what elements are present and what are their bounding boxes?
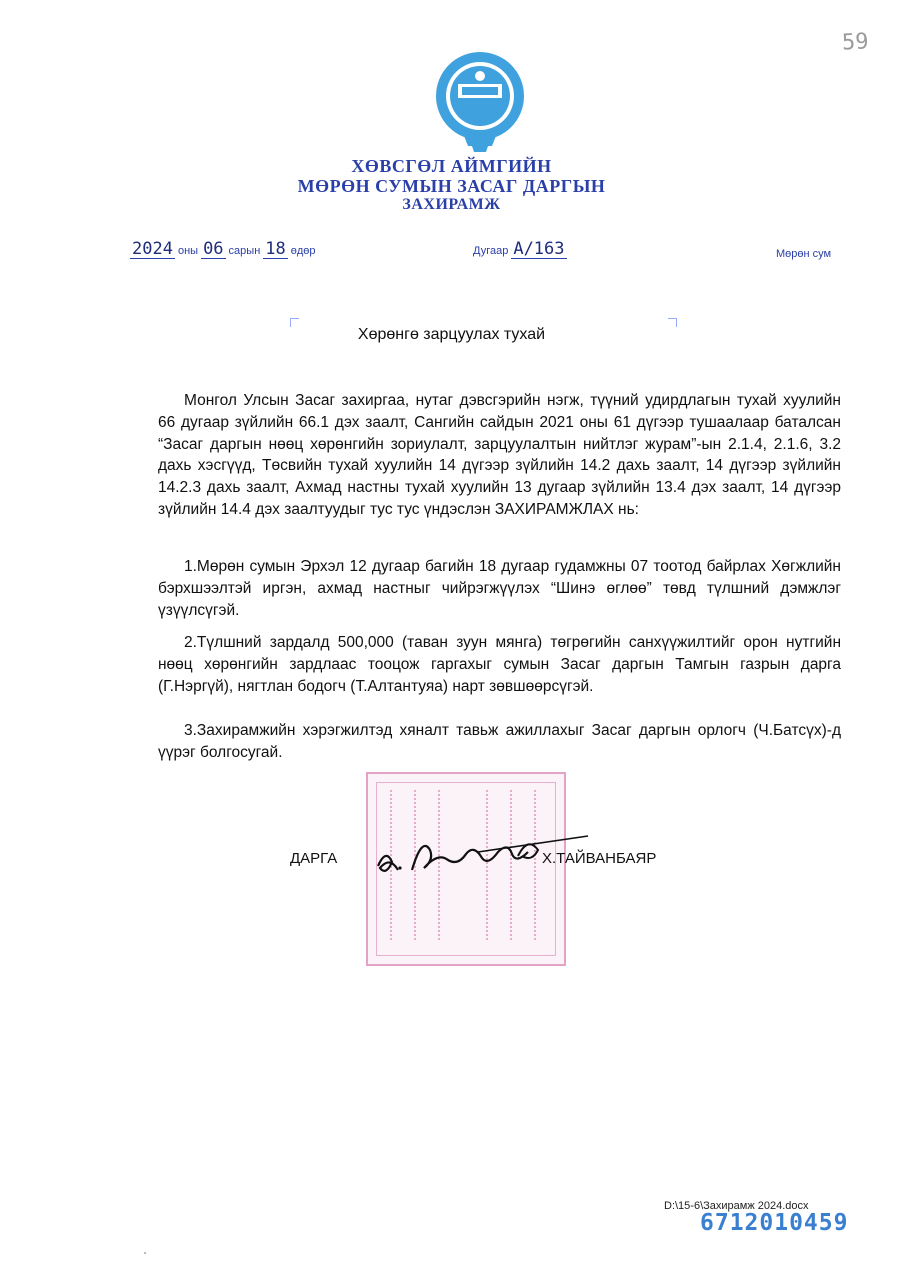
decree-number-line [470,240,567,259]
date-day: 18 [265,239,286,259]
place-of-issue: Мөрөн сум [776,248,832,260]
signatory-name: Х.ТАЙВАНБАЯР [542,850,657,867]
file-path-reference: D:\15-6\Захирамж 2024.docx [664,1200,809,1212]
number-label: Дугаар [473,245,509,257]
month-label: сарын [228,245,261,257]
header-decree: ЗАХИРАМЖ [402,196,501,213]
header-aimag: ХӨВСГӨЛ АЙМГИЙН [351,156,552,176]
decree-subject: Хөрөнгө зарцуулах тухай [357,326,546,343]
clause-3: 3.Захирамжийн хэрэгжилтэд хяналт тавьж ажиллахыг Засаг даргын орлогч (Ч.Батсүх)-д үүрэг болгосугай. [158,722,841,761]
preamble-paragraph: Монгол Улсын Засаг захиргаа, нутаг дэвсгэрийн нэгж, түүний удирдлагын тухай хуулийн 66 дугаар зүйлийн 66.1 дэх заалт, Сангийн сайдын 2021 оны 61 дүгээр тушаалаар баталсан “Засаг даргын нөөц хөрөнгийн зориулалт, зарцуулалтын нийтлэг журам”-ын 2.1.4, 2.1.6, 3.2 дахь хэсгүүд, Төсвийн тухай хуулийн 14 дүгээр зүйлийн 14.2 дахь заалт, 14 дүгээр зүйлийн 14.2.3 дахь заалт, Ахмад настны тухай хуулийн 13 дугаар зүйлийн 13.4 дэх заалт, 14 дүгээр зүйлийн 14.4 дэх заалтуудыг тус тус үндэслэн ЗАХИРАМЖЛАХ нь: [158,392,841,518]
scan-artifact-dot [144,1252,146,1254]
clause-1: 1.Мөрөн сумын Эрхэл 12 дугаар багийн 18 дугаар гудамжны 07 тоотод байрлах Хөгжлийн бэрхшээлтэй иргэн, ахмад настныг чийрэгжүүлэх “Шинэ өглөө” төвд түлшний дэмжлэг үзүүлсүгэй. [158,558,841,619]
date-line [130,240,319,259]
mongolia-state-emblem-icon [432,44,528,154]
header-soum-governor: МӨРӨН СУМЫН ЗАСАГ ДАРГЫН [297,176,606,196]
date-month: 06 [203,239,224,259]
year-label: оны [177,245,199,257]
page-number: 59 [841,29,870,56]
clause-2: 2.Түлшний зардалд 500,000 (таван зуун мянга) төгрөгийн санхүүжилтийг орон нутгийн нөөц хөрөнгийн зардлаас тооцож гаргахыг сумын Засаг даргын Тамгын газрын дарга (Г.Нэргүй), нягтлан бодогч (Т.Алтантуяа) нарт зөвшөөрсүгэй. [158,634,841,695]
day-label: өдөр [290,245,316,257]
registration-number-stamp: 6712010459 [700,1210,849,1236]
decree-number: А/163 [513,239,565,259]
signatory-title: ДАРГА [290,850,338,867]
date-year: 2024 [132,239,173,259]
